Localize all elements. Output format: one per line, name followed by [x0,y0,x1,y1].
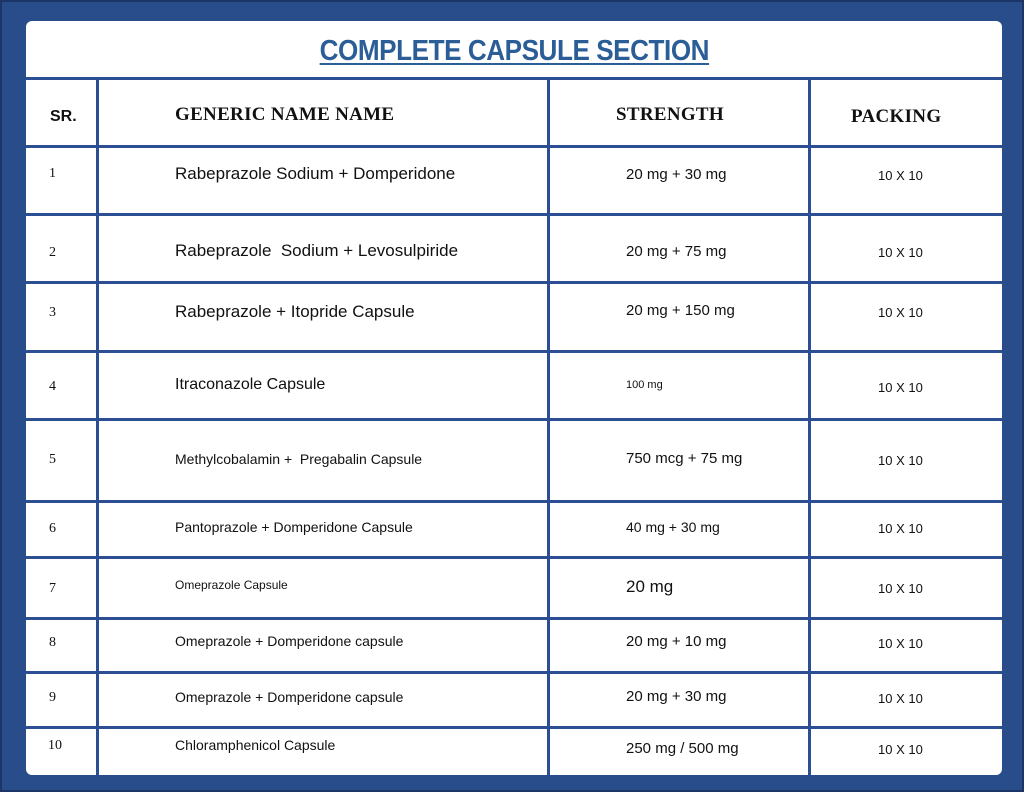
row-4-strength: 100 mg [626,379,663,391]
row-2-sr: 2 [49,245,56,260]
capsule-table-panel [26,21,1002,775]
row-4-sr: 4 [49,379,56,394]
row-1-strength: 20 mg + 30 mg [626,166,727,183]
row-10-packing: 10 X 10 [878,742,923,757]
row-5-generic-name: Methylcobalamin + Pregabalin Capsule [175,451,423,467]
grid-line [26,145,1002,148]
row-4-generic-name: Itraconazole Capsule [175,376,326,393]
row-6-packing: 10 X 10 [878,521,923,536]
grid-line [26,617,1002,620]
header-sr: SR. [50,108,77,125]
grid-line [26,281,1002,284]
row-9-strength: 20 mg + 30 mg [626,688,727,705]
row-5-strength: 750 mcg + 75 mg [626,450,743,467]
row-2-strength: 20 mg + 75 mg [626,243,727,260]
column-divider [96,78,99,775]
row-4-packing: 10 X 10 [878,380,923,395]
header-strength: STRENGTH [616,104,724,125]
grid-line [26,500,1002,503]
row-2-packing: 10 X 10 [878,245,923,260]
row-2-generic-name: Rabeprazole Sodium + Levosulpiride [175,241,459,260]
row-6-strength: 40 mg + 30 mg [626,519,720,535]
header-generic-name: GENERIC NAME NAME [175,104,395,125]
row-5-packing: 10 X 10 [878,453,923,468]
row-9-sr: 9 [49,690,56,705]
row-8-strength: 20 mg + 10 mg [626,633,727,650]
row-7-generic-name: Omeprazole Capsule [175,578,288,592]
grid-line [26,418,1002,421]
row-10-generic-name: Chloramphenicol Capsule [175,737,336,753]
row-6-generic-name: Pantoprazole + Domperidone Capsule [175,519,413,535]
row-8-generic-name: Omeprazole + Domperidone capsule [175,633,404,649]
row-1-sr: 1 [49,166,56,181]
row-6-sr: 6 [49,521,56,536]
row-7-sr: 7 [49,581,56,596]
row-3-strength: 20 mg + 150 mg [626,302,735,319]
grid-line [26,213,1002,216]
row-9-packing: 10 X 10 [878,691,923,706]
row-8-packing: 10 X 10 [878,636,923,651]
row-5-sr: 5 [49,452,56,467]
grid-line [26,726,1002,729]
row-10-sr: 10 [48,738,62,753]
row-8-sr: 8 [49,635,56,650]
row-7-packing: 10 X 10 [878,581,923,596]
grid-line [26,77,1002,80]
row-3-sr: 3 [49,305,56,320]
grid-line [26,556,1002,559]
row-3-packing: 10 X 10 [878,305,923,320]
row-1-generic-name: Rabeprazole Sodium + Domperidone [175,164,456,183]
row-3-generic-name: Rabeprazole + Itopride Capsule [175,302,415,321]
page-title [26,35,1002,68]
row-9-generic-name: Omeprazole + Domperidone capsule [175,689,404,705]
title-text: COMPLETE CAPSULE SECTION [319,35,709,67]
grid-line [26,350,1002,353]
row-1-packing: 10 X 10 [878,168,923,183]
column-divider [808,78,811,775]
row-10-strength: 250 mg / 500 mg [626,740,739,757]
column-divider [547,78,550,775]
header-packing: PACKING [851,106,942,127]
row-7-strength: 20 mg [626,577,674,596]
grid-line [26,671,1002,674]
